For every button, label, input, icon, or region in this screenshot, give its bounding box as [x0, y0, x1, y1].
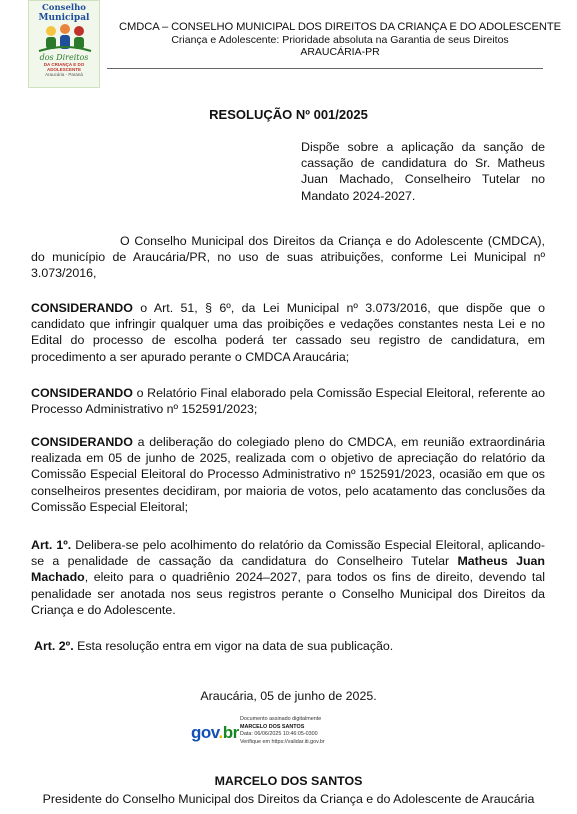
article-1-text-b: , eleito para o quadriênio 2024–2027, para todos os fins de direito, devendo tal penalidade ser anotada nos seus registros perante o Conselho Municipal dos Direitos da Criança e do Adolescente.: [31, 570, 545, 617]
signature-verify-link[interactable]: Verifique em https://validar.iti.gov.br: [240, 738, 325, 745]
children-illustration-icon: [37, 23, 93, 53]
signature-line-1: Documento assinado digitalmente: [240, 716, 322, 722]
govbr-logo-part: br: [222, 723, 239, 742]
article-2: [34, 638, 548, 654]
article-2-text: Esta resolução entra em vigor na data de sua publicação.: [73, 639, 394, 653]
signature-date: Data: 06/06/2025 10:46:05-0300: [240, 731, 318, 738]
article-1-name: Matheus Juan Machado: [31, 554, 545, 585]
document-date: Araucária, 05 de junho de 2025.: [200, 689, 377, 703]
logo-line-4: DA CRIANÇA E DO ADOLESCENTE: [43, 62, 85, 72]
logo-line-2: Municipal: [38, 13, 90, 23]
header-city: ARAUCÁRIA-PR: [300, 46, 380, 58]
considerando-label: CONSIDERANDO: [31, 435, 133, 449]
article-1-label: Art. 1º.: [31, 538, 72, 552]
article-1-text-a: Delibera-se pelo acolhimento do relatório da Comissão Especial Eleitoral, aplicando-se a penalidade de cassação da candidatura do Conselheiro Tutelar: [31, 538, 545, 569]
signature-name: MARCELO DOS SANTOS: [240, 723, 305, 730]
logo-line-1: Conselho: [42, 3, 86, 13]
header-title: CMDCA – CONSELHO MUNICIPAL DOS DIREITOS DA CRIANÇA E DO ADOLESCENTE: [119, 21, 561, 33]
considerando-2: [31, 385, 545, 417]
signer-role: Presidente do Conselho Municipal dos Direitos da Criança e do Adolescente de Araucária: [42, 792, 535, 806]
considerando-2-text: o Relatório Final elaborado pela Comissão Especial Eleitoral, referente ao Processo Administrativo nº 152591/2023;: [31, 386, 545, 417]
article-2-label: Art. 2º.: [34, 639, 74, 653]
considerando-3: [31, 434, 545, 515]
considerando-1: [31, 300, 545, 365]
article-1: [31, 537, 545, 618]
logo-line-3: dos Direitos: [39, 53, 89, 62]
govbr-logo-part: gov: [191, 723, 219, 742]
resolution-title: RESOLUÇÃO Nº 001/2025: [209, 107, 368, 122]
govbr-logo-dot: .: [218, 723, 223, 742]
considerando-3-text: a deliberação do colegiado pleno do CMDCA, em reunião extraordinária realizada em 05 de junho de 2025, realizada com o objetivo de apreciação do relatório da Comissão Especial Eleitoral do Processo Administrativo nº 152591/2023, ocasião em que os conselheiros presentes decidiram, por maioria de votos, pelo acatamento das conclusões da Comissão Especial Eleitoral;: [31, 435, 545, 514]
digital-signature-stamp: [240, 716, 325, 746]
considerando-label: CONSIDERANDO: [31, 386, 133, 400]
considerando-1-text: o Art. 51, § 6º, da Lei Municipal nº 3.073/2016, que dispõe que o candidato que infringir qualquer uma das proibições e vedações constantes nesta Lei e no Edital do processo de escolha poderá ter cassado seu registro de candidatura, em procedimento a ser apurado perante o CMDCA Araucária;: [31, 301, 545, 364]
cmdca-logo: [28, 0, 100, 88]
header-subtitle: Criança e Adolescente: Prioridade absoluta na Garantia de seus Direitos: [171, 34, 509, 46]
govbr-logo: [191, 723, 239, 743]
considerando-label: CONSIDERANDO: [31, 301, 133, 315]
signer-name: MARCELO DOS SANTOS: [214, 774, 363, 788]
header-divider: [107, 68, 543, 69]
preamble: O Conselho Municipal dos Direitos da Criança e do Adolescente (CMDCA), do município de Araucária/PR, no uso de suas atribuições, conforme Lei Municipal nº 3.073/2016,: [31, 234, 545, 281]
logo-line-5: Araucária - Paraná: [45, 72, 83, 77]
ementa: Dispõe sobre a aplicação da sanção de cassação de candidatura do Sr. Matheus Juan Machado, Conselheiro Tutelar no Mandato 2024-2027.: [301, 140, 545, 203]
